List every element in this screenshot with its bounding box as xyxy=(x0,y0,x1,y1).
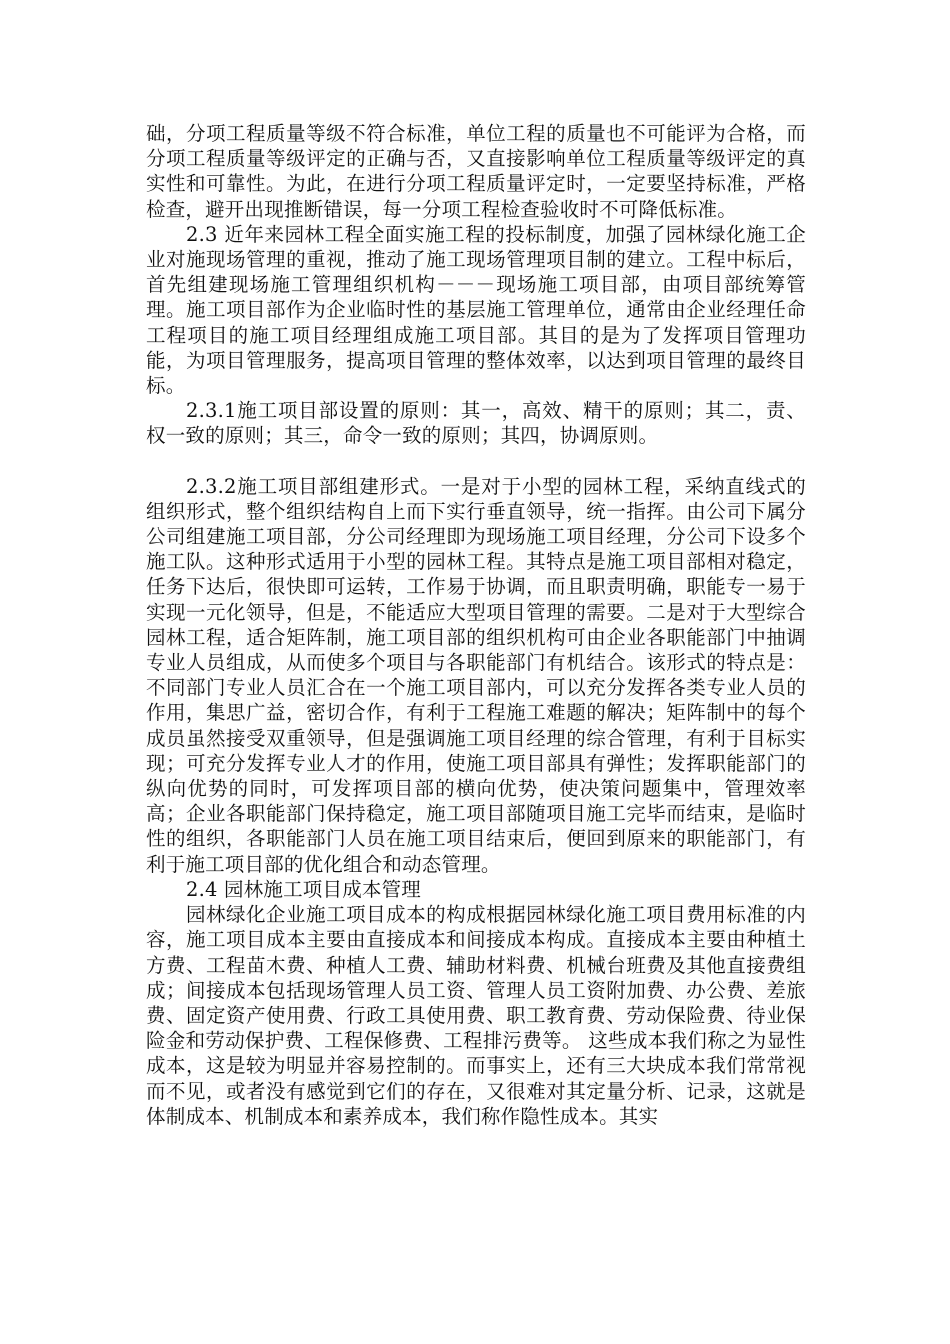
paragraph-quality-standard: 础，分项工程质量等级不符合标准，单位工程的质量也不可能评为合格，而分项工程质量等级评定的正确与否，又直接影响单位工程质量等级评定的真实性和可靠性。为此，在进行分项工程质量评定时，一定要坚持标准，严格检查，避开出现推断错误，每一分项工程检查验收时不可降低标准。 xyxy=(146,122,806,221)
document-body xyxy=(146,121,806,1129)
paragraph-2-3-1-principles: 2.3.1施工项目部设置的原则：其一，高效、精干的原则；其二，责、权一致的原则；其三，命令一致的原则；其四，协调原则。 xyxy=(146,399,806,448)
paragraph-2-3-2-organization-forms: 2.3.2施工项目部组建形式。一是对于小型的园林工程，采纳直线式的组织形式，整个组织结构自上而下实行垂直领导，统一指挥。由公司下属分公司组建施工项目部，分公司经理即为现场施工项目经理，分公司下设多个施工队。这种形式适用于小型的园林工程。其特点是施工项目部相对稳定，任务下达后，很快即可运转，工作易于协调，而且职责明确，职能专一易于实现一元化领导，但是，不能适应大型项目管理的需要。二是对于大型综合园林工程，适合矩阵制，施工项目部的组织机构可由企业各职能部门中抽调专业人员组成，从而使多个项目与各职能部门有机结合。该形式的特点是：不同部门专业人员汇合在一个施工项目部内，可以充分发挥各类专业人员的作用，集思广益，密切合作，有利于工程施工难题的解决；矩阵制中的每个成员虽然接受双重领导，但是强调施工项目经理的综合管理，有利于目标实现；可充分发挥专业人才的作用，使施工项目部具有弹性；发挥职能部门的纵向优势的同时，可发挥项目部的横向优势，使决策问题集中，管理效率高；企业各职能部门保持稳定，施工项目部随项目施工完毕而结束，是临时性的组织，各职能部门人员在施工项目结束后，便回到原来的职能部门，有利于施工项目部的优化组合和动态管理。 xyxy=(146,474,806,876)
section-heading-2-4: 2.4 园林施工项目成本管理 xyxy=(186,877,422,901)
paragraph-2-3-bidding-system: 2.3 近年来园林工程全面实施工程的投标制度，加强了园林绿化施工企业对施现场管理的重视，推动了施工现场管理项目制的建立。工程中标后，首先组建现场施工管理组织机构－－－现场施工项目部，由项目部统筹管理。施工项目部作为企业临时性的基层施工管理单位，通常由企业经理任命工程项目的施工项目经理组成施工项目部。其目的是为了发挥项目管理功能，为项目管理服务，提高项目管理的整体效率，以达到项目管理的最终目标。 xyxy=(146,222,806,398)
paragraph-cost-composition: 园林绿化企业施工项目成本的构成根据园林绿化施工项目费用标准的内容，施工项目成本主要由直接成本和间接成本构成。直接成本主要由种植土方费、工程苗木费、种植人工费、辅助材料费、机械台班费及其他直接费组成；间接成本包括现场管理人员工资、管理人员工资附加费、办公费、差旅费、固定资产使用费、行政工具使用费、职工教育费、劳动保险费、待业保险金和劳动保护费、工程保修费、工程排污费等。 这些成本我们称之为显性成本，这是较为明显并容易控制的。而事实上，还有三大块成本我们常常视而不见，或者没有感觉到它们的存在，又很难对其定量分析、记录，这就是体制成本、机制成本和素养成本，我们称作隐性成本。其实 xyxy=(146,903,806,1128)
